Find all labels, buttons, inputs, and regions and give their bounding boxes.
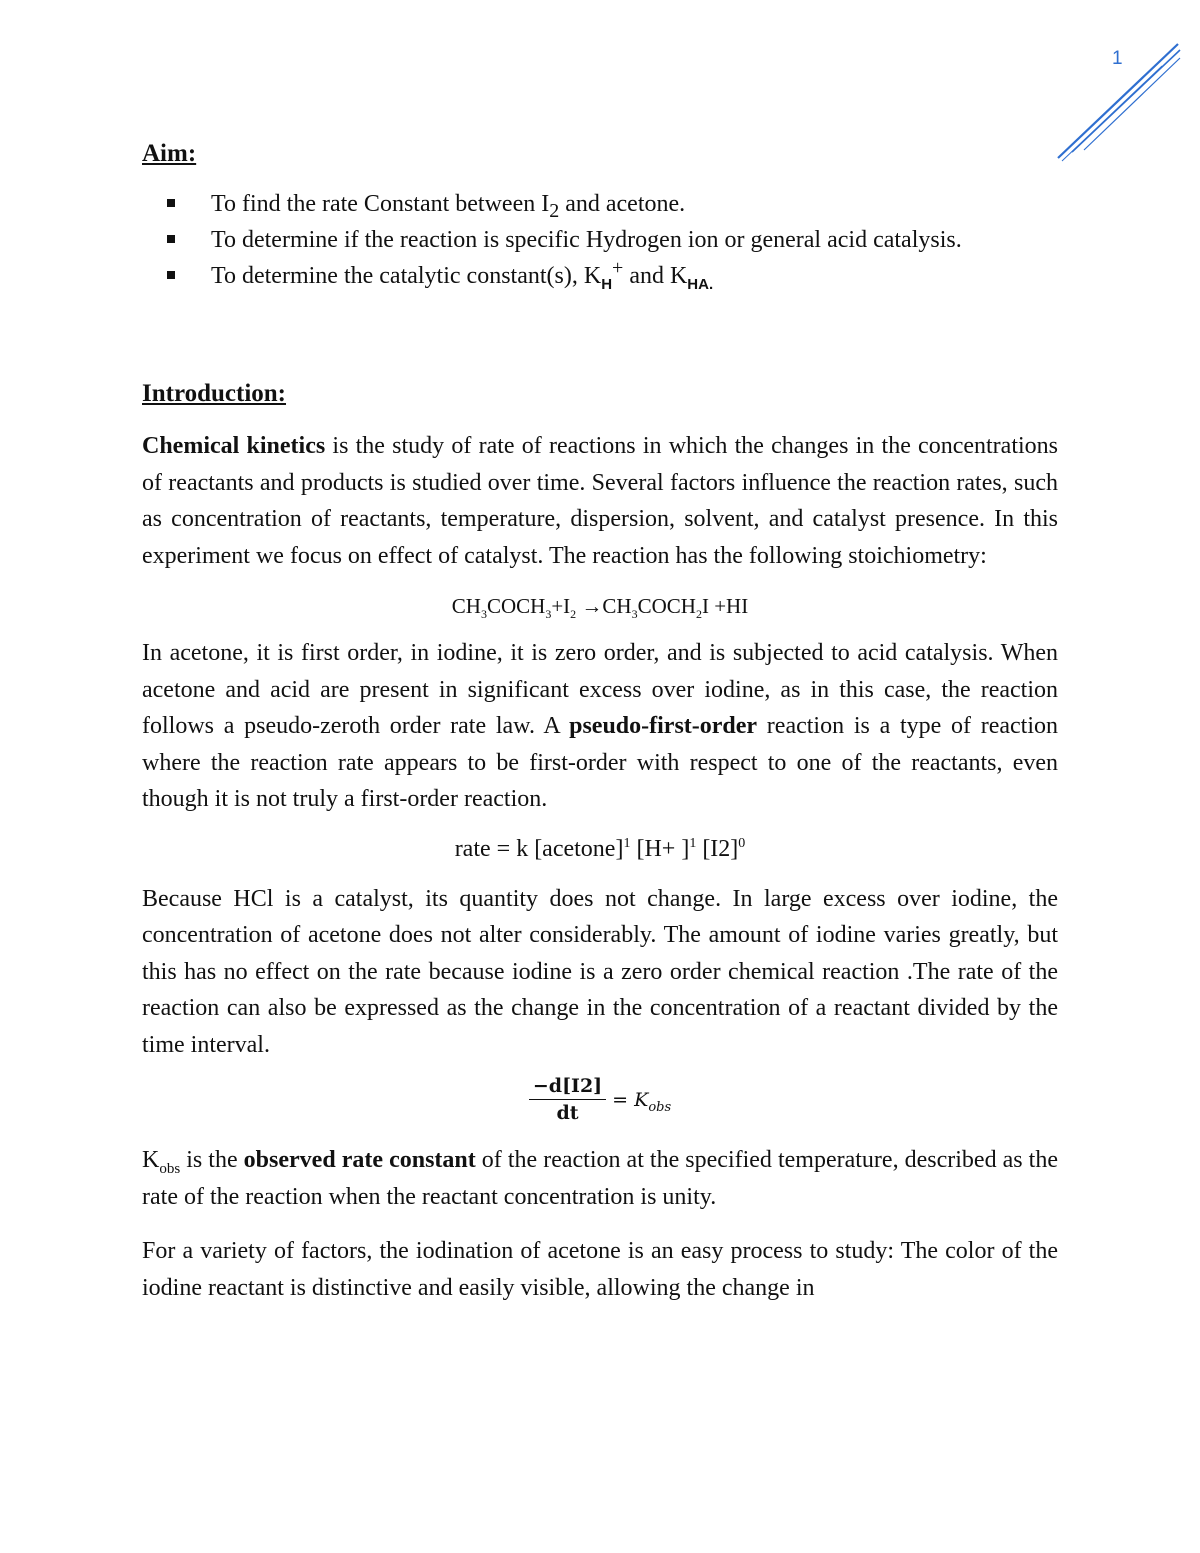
list-item: To determine the catalytic constant(s), $K_H^+$ and $K_{HA.}$ <box>142 258 1058 294</box>
paragraph-chemical-kinetics: Chemical kinetics is the study of rate of reactions in which the changes in the concentrations of reactants and products is studied over time. Several factors influence the reaction rates, such as concentration of reactants, temperature, dispersion, solvent, and catalyst presence. In this experiment we focus on effect of catalyst. The reaction has the following stoichiometry: <box>142 433 1059 569</box>
corner-decoration-icon <box>1052 40 1182 165</box>
list-item: To find the rate Constant between $I_2$ and acetone. <box>142 186 1058 222</box>
square-bullet-icon <box>167 271 175 279</box>
paragraph-reaction-order: In acetone, it is first order, in iodine, it is zero order, and is subjected to acid catalysis. When acetone and acid are present in significant excess over iodine, as in this case, the reaction follows a pseudo-zeroth order rate law. A pseudo-first-order reaction is a type of reaction where the reaction rate appears to be first-order with respect to one of the reactants, even though it is not truly a first-order reaction. <box>142 640 1059 812</box>
rate-law-equation: rate = k [acetone]$^1$ $[H+ ]^1$ $[I2]^0$ <box>454 835 746 862</box>
list-item: To determine if the reaction is specific Hydrogen ion or general acid catalysis. <box>142 222 1058 258</box>
square-bullet-icon <box>167 235 175 243</box>
paragraph-observed-rate-constant: $K_{obs}$ is the observed rate constant of the reaction at the specified temperature, described as the rate of the reaction when the reactant concentration is unity. <box>142 1147 1059 1210</box>
document-body <box>142 140 1058 1306</box>
aim-heading: Aim: <box>142 140 197 167</box>
aim-list <box>142 186 1058 294</box>
fraction: $\frac{-d[I2]}{dt}$ <box>529 1075 606 1124</box>
square-bullet-icon <box>167 199 175 207</box>
page-number: 1 <box>1112 48 1123 69</box>
paragraph-iodination: For a variety of factors, the iodination of acetone is an easy process to study: The color of the iodine reactant is distinctive and easily visible, allowing the change in <box>142 1238 1058 1301</box>
paragraph-catalyst: Because HCl is a catalyst, its quantity does not change. In large excess over iodine, the concentration of acetone does not alter considerably. The amount of iodine varies greatly, but this has no effect on the rate because iodine is a zero order chemical reaction .The rate of the reaction can also be expressed as the change in the concentration of a reactant divided by the time interval. <box>142 885 1058 1058</box>
reaction-equation: $CH_3COCH_3+I_2$ $\to CH_3COCH_2I +HI$ <box>451 594 749 622</box>
introduction-heading: Introduction: <box>142 380 287 407</box>
rate-derivative-equation: $\frac{-d[I2]}{dt}$ = $K_{obs}$ <box>142 1075 1058 1124</box>
